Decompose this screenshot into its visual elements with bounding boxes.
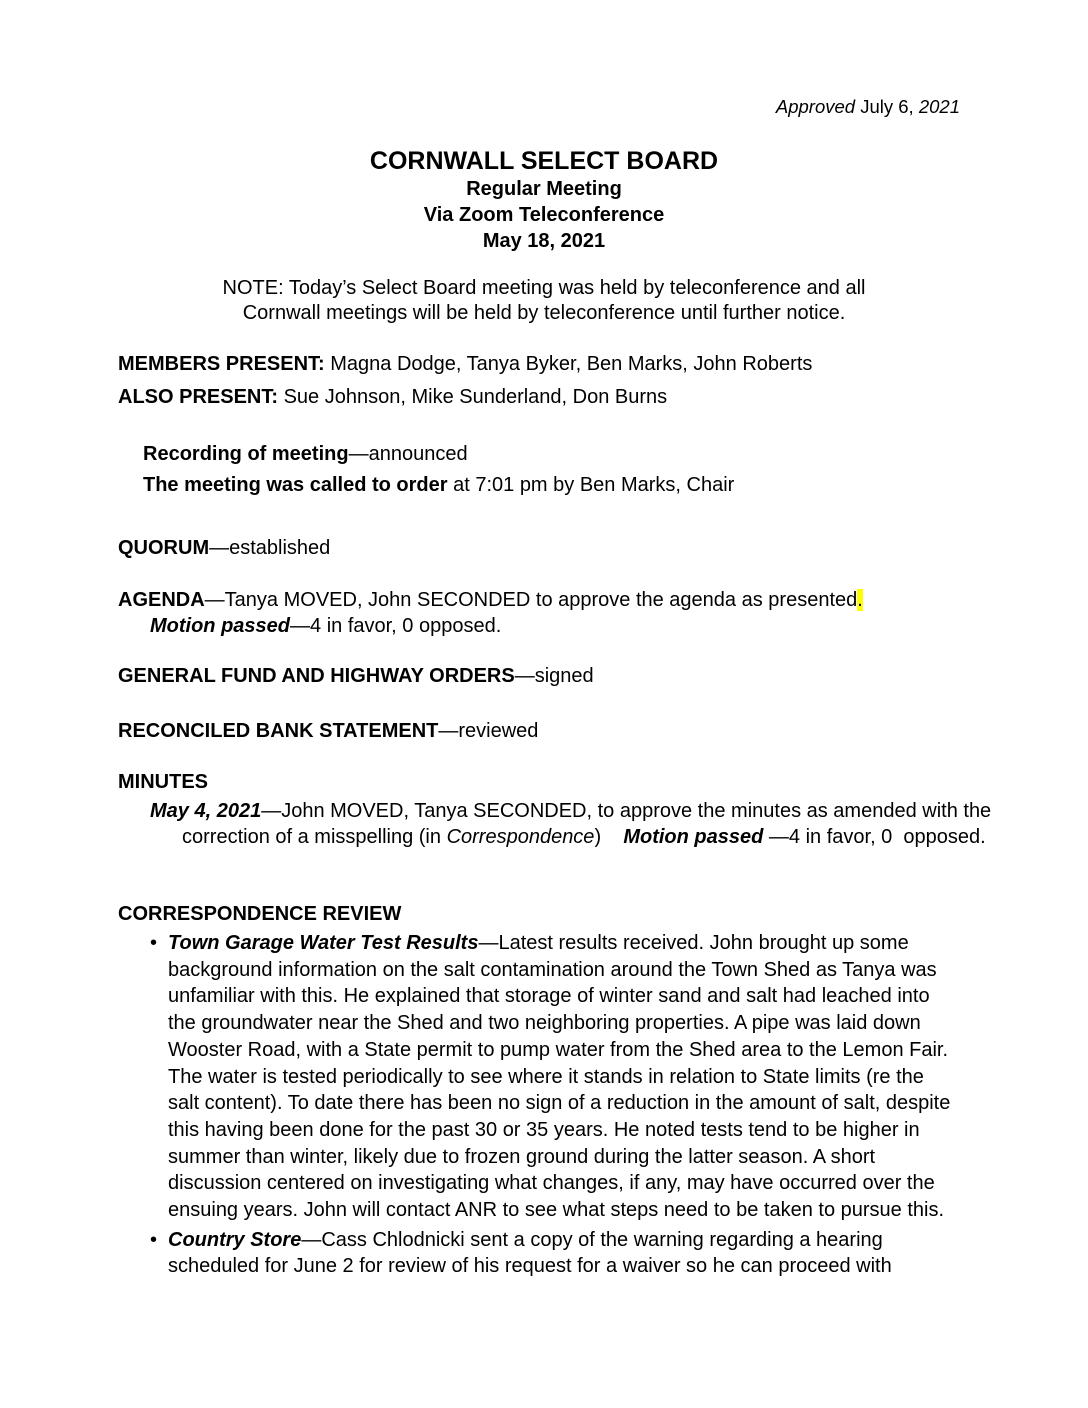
correspondence-item-label: Country Store: [168, 1228, 302, 1251]
quorum-text: —established: [209, 537, 331, 559]
quorum-section: [118, 536, 330, 561]
approval-stamp: [776, 96, 960, 118]
minutes-entry: [150, 798, 1004, 850]
minutes-text-b: ): [594, 826, 624, 848]
bank-statement-text: —reviewed: [438, 720, 539, 742]
meeting-header: [0, 146, 1088, 254]
correspondence-list: [150, 930, 960, 1280]
meeting-venue: Via Zoom Teleconference: [423, 204, 665, 226]
minutes-motion-text: —4 in favor, 0 opposed.: [763, 826, 986, 848]
page-title: CORNWALL SELECT BOARD: [369, 147, 719, 175]
bank-statement-section: [118, 719, 538, 744]
members-present-names: Magna Dodge, Tanya Byker, Ben Marks, John Roberts: [330, 353, 813, 375]
correspondence-item-label: Town Garage Water Test Results: [168, 932, 479, 954]
agenda-motion-text: —4 in favor, 0 opposed.: [290, 615, 502, 637]
note-line-2: Cornwall meetings will be held by teleconference until further notice.: [242, 302, 846, 324]
minutes-correspondence-word: Correspondence: [446, 826, 595, 848]
call-to-order-text: at 7:01 pm by Ben Marks, Chair: [453, 474, 735, 496]
agenda-motion-label: Motion passed: [150, 615, 291, 637]
minutes-heading-text: MINUTES: [118, 771, 208, 793]
members-present-label: MEMBERS PRESENT:: [118, 353, 325, 375]
correspondence-heading-text: CORRESPONDENCE REVIEW: [118, 903, 402, 925]
call-to-order-label: The meeting was called to order: [143, 474, 448, 496]
also-present-names: Sue Johnson, Mike Sunderland, Don Burns: [283, 386, 668, 408]
correspondence-item-text: —Latest results received. John brought up some background information on the salt contamination around the Town Shed as Tanya was unfamiliar with this. He explained that storage of winter sand and salt had leached into the groundwater near the Shed and two neighboring properties. A pipe was laid down Wooster Road, with a State permit to pump water from the Shed area to the Lemon Fair. The water is tested periodically to see where it stands in relation to State limits (re the salt content). To date there has been no sign of a reduction in the amount of salt, despite this having been done for the past 30 or 35 years. He noted tests tend to be higher in summer than winter, likely due to frozen ground during the latter season. A short discussion centered on investigating what changes, if any, may have occurred over the ensuing years. John will contact ANR to see what steps need to be taken to pursue this.: [168, 932, 951, 1222]
bank-statement-label: RECONCILED BANK STATEMENT: [118, 720, 439, 742]
recording-text: —announced: [348, 443, 468, 465]
teleconference-note: [0, 276, 1088, 326]
minutes-text-a: —John MOVED, Tanya SECONDED, to approve the minutes as amended with the correction of a misspelling (in: [182, 800, 997, 848]
bullet-icon: •: [150, 1228, 158, 1251]
minutes-heading: [118, 770, 208, 795]
recording-notice: [143, 442, 468, 467]
quorum-label: QUORUM: [118, 537, 210, 559]
approved-year: 2021: [918, 96, 960, 117]
approved-date: July 6,: [860, 96, 914, 117]
agenda-motion: [150, 614, 501, 639]
list-item: [150, 1227, 960, 1280]
agenda-highlighted-period: .: [857, 589, 863, 611]
meeting-date: May 18, 2021: [482, 230, 606, 252]
call-to-order: [143, 473, 734, 498]
approved-word: Approved: [775, 96, 856, 117]
also-present: [118, 385, 667, 410]
minutes-motion-label: Motion passed: [623, 826, 764, 848]
also-present-label: ALSO PRESENT:: [118, 386, 279, 408]
general-fund-text: —signed: [514, 665, 594, 687]
recording-label: Recording of meeting: [143, 443, 349, 465]
meeting-type: Regular Meeting: [466, 178, 622, 200]
list-item: [150, 930, 960, 1224]
agenda-section: [118, 588, 863, 613]
correspondence-heading: [118, 902, 401, 927]
agenda-label: AGENDA: [118, 589, 205, 611]
agenda-text: —Tanya MOVED, John SECONDED to approve the agenda as presented: [204, 589, 858, 611]
correspondence-item-text: —Cass Chlodnicki sent a copy of the warning regarding a hearing scheduled for June 2 for review of his request for a waiver so he can proceed with: [168, 1228, 892, 1278]
general-fund-section: [118, 664, 594, 689]
minutes-date-label: May 4, 2021: [150, 800, 262, 822]
bullet-icon: •: [150, 932, 158, 954]
members-present: [118, 352, 812, 377]
general-fund-label: GENERAL FUND AND HIGHWAY ORDERS: [118, 665, 515, 687]
note-line-1: NOTE: Today’s Select Board meeting was held by teleconference and all: [222, 277, 866, 299]
